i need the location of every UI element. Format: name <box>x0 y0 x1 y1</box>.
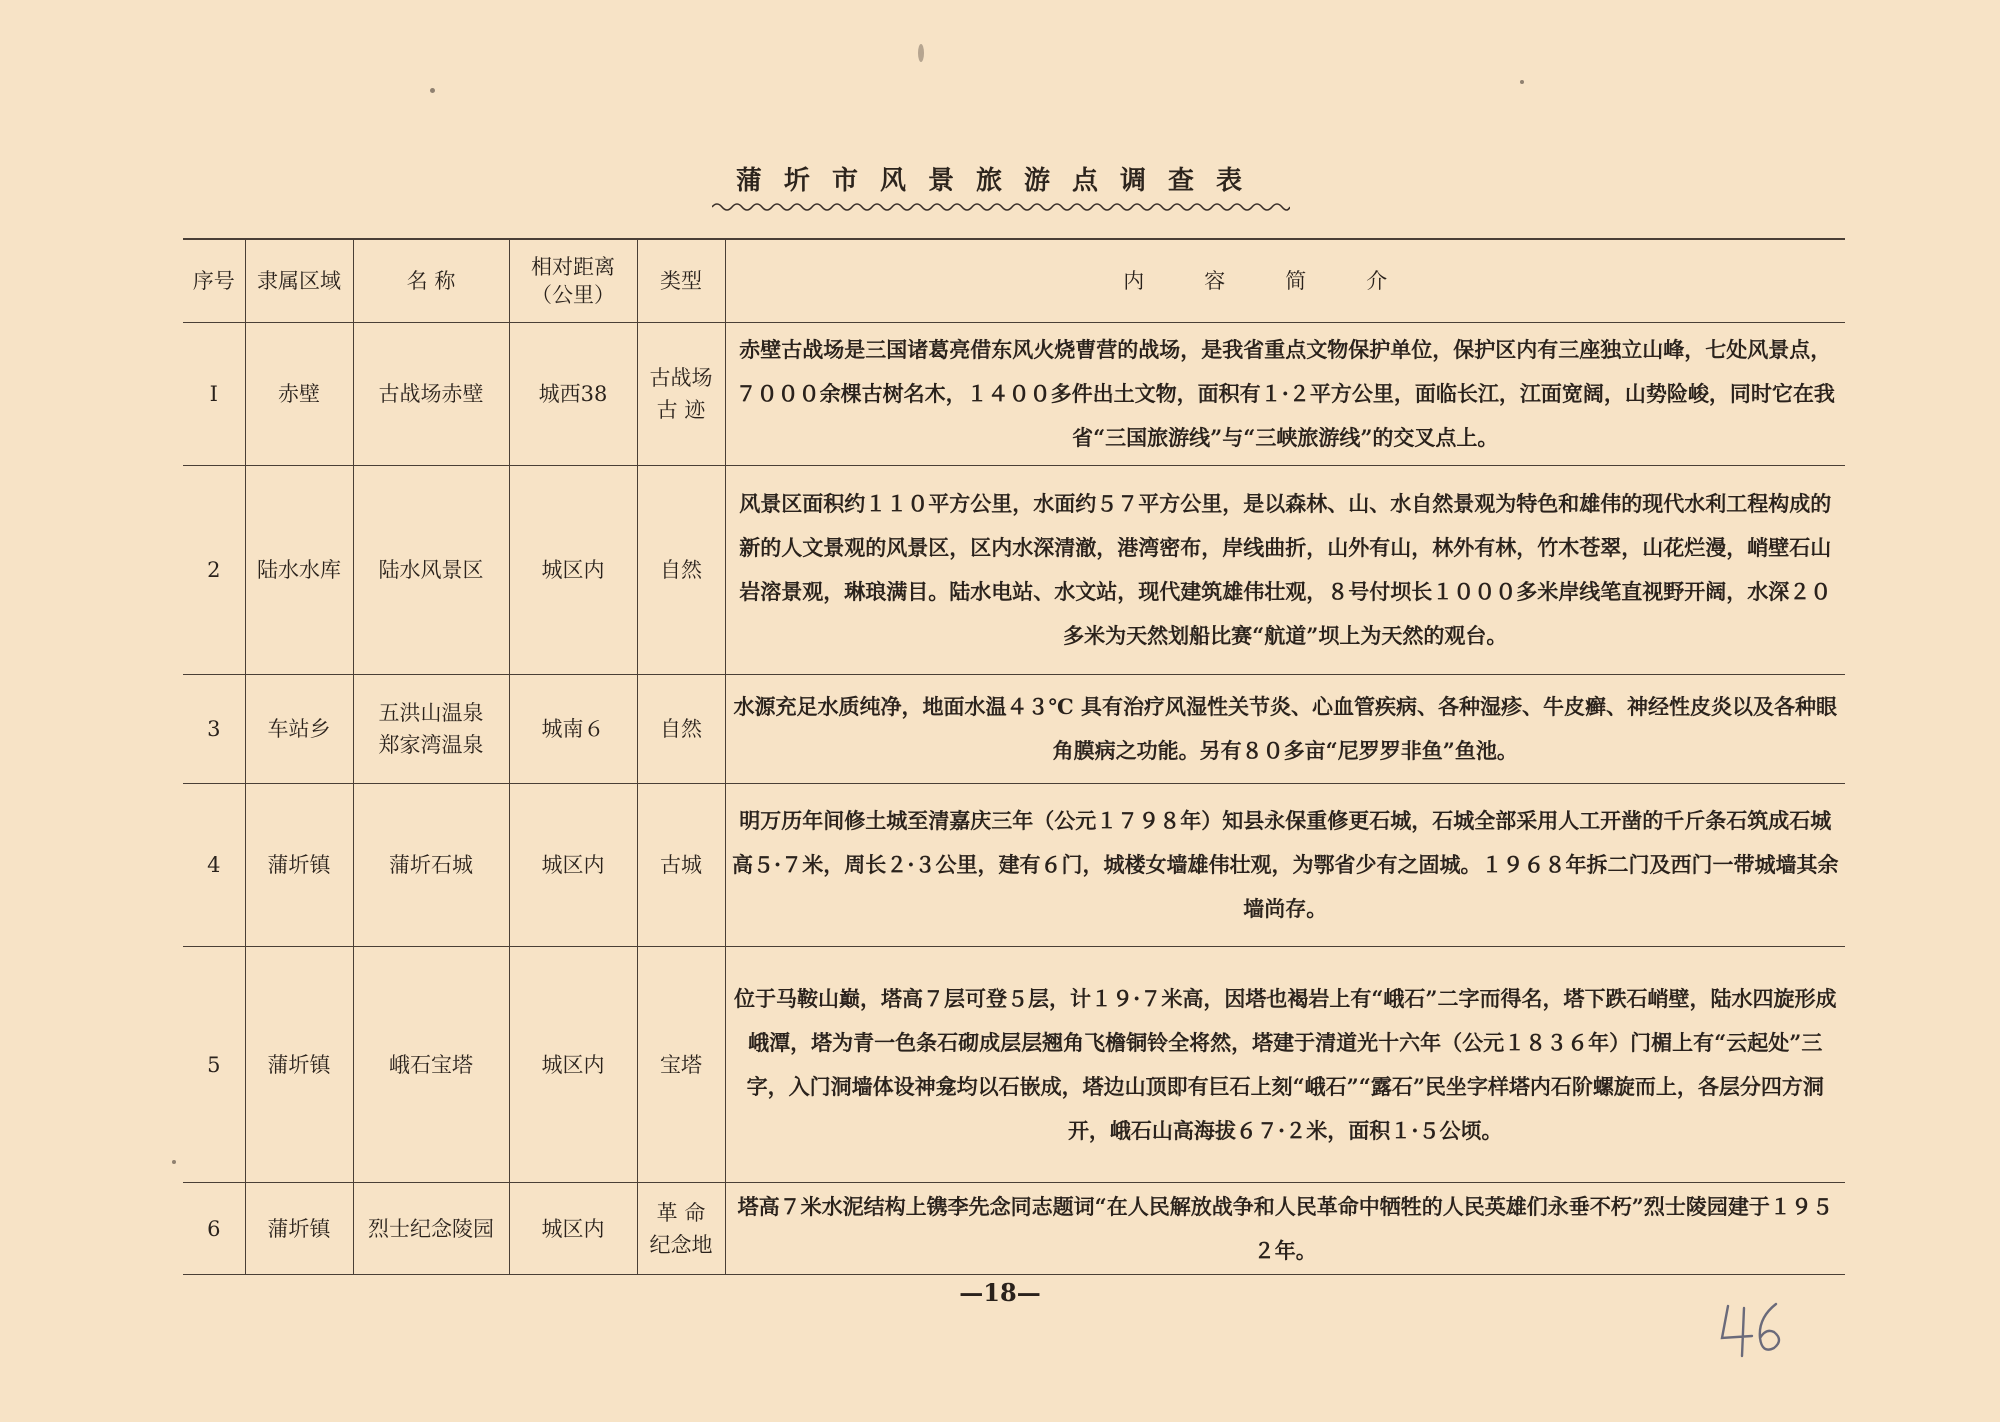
row-index: 2 <box>183 466 245 675</box>
row-distance: 城区内 <box>509 466 637 675</box>
title-wavy-underline <box>712 200 1290 214</box>
page-number: —18— <box>959 1278 1041 1307</box>
handwritten-page-mark <box>1718 1298 1788 1360</box>
row-distance: 城南６ <box>509 675 637 784</box>
survey-table-container <box>183 238 1845 1275</box>
row-district: 蒲圻镇 <box>245 947 353 1183</box>
row-description: 水源充足水质纯净，地面水温４３℃ 具有治疗风湿性关节炎、心血管疾病、各种湿疹、牛皮癣、神经性皮炎以及各种眼角膜病之功能。另有８０多亩“尼罗罗非鱼”鱼池。 <box>725 675 1845 784</box>
row-name: 峨石宝塔 <box>353 947 509 1183</box>
row-district: 车站乡 <box>245 675 353 784</box>
row-name: 古战场赤壁 <box>353 323 509 466</box>
row-index: 6 <box>183 1183 245 1275</box>
row-name: 五洪山温泉 郑家湾温泉 <box>353 675 509 784</box>
row-distance: 城区内 <box>509 784 637 947</box>
table-row <box>183 784 1845 947</box>
row-index: 4 <box>183 784 245 947</box>
table-row <box>183 947 1845 1183</box>
row-type: 自然 <box>637 466 725 675</box>
paper-speck <box>430 88 435 93</box>
row-district: 蒲圻镇 <box>245 1183 353 1275</box>
row-type: 革 命 纪念地 <box>637 1183 725 1275</box>
row-type: 自然 <box>637 675 725 784</box>
row-name: 陆水风景区 <box>353 466 509 675</box>
row-type: 古城 <box>637 784 725 947</box>
row-distance: 城西38 <box>509 323 637 466</box>
header-name: 名 称 <box>353 239 509 323</box>
row-distance: 城区内 <box>509 947 637 1183</box>
row-district: 蒲圻镇 <box>245 784 353 947</box>
table-row <box>183 675 1845 784</box>
table-header-row <box>183 239 1845 323</box>
row-description: 塔高７米水泥结构上镌李先念同志题词“在人民解放战争和人民革命中牺牲的人民英雄们永垂不朽”烈士陵园建于１９５２年。 <box>725 1183 1845 1275</box>
header-description: 内容简介 <box>725 239 1845 323</box>
row-description: 明万历年间修土城至清嘉庆三年（公元１７９８年）知县永保重修更石城，石城全部采用人工开凿的千斤条石筑成石城高５·７米，周长２·３公里，建有６门，城楼女墙雄伟壮观，为鄂省少有之固城。１９６８年拆二门及西门一带城墙其余墙尚存。 <box>725 784 1845 947</box>
row-index: I <box>183 323 245 466</box>
paper-speck <box>918 44 924 62</box>
header-distance: 相对距离 （公里） <box>509 239 637 323</box>
survey-table <box>183 238 1845 1275</box>
row-type: 古战场 古 迹 <box>637 323 725 466</box>
row-index: 5 <box>183 947 245 1183</box>
table-row <box>183 323 1845 466</box>
row-district: 陆水水库 <box>245 466 353 675</box>
header-district: 隶属区域 <box>245 239 353 323</box>
row-distance: 城区内 <box>509 1183 637 1275</box>
row-name: 蒲圻石城 <box>353 784 509 947</box>
row-description: 位于马鞍山巅，塔高７层可登５层，计１９·７米高，因塔也褐岩上有“峨石”二字而得名，塔下跌石峭壁，陆水四旋形成峨潭，塔为青一色条石砌成层层翘角飞檐铜铃全将然，塔建于清道光十六年（公元１８３６年）门楣上有“云起处”三字，入门洞墙体设神龛均以石嵌成，塔边山顶即有巨石上刻“峨石”“露石”民坐字样塔内石阶螺旋而上，各层分四方洞开，峨石山高海拔６７·２米，面积１·５公顷。 <box>725 947 1845 1183</box>
header-type: 类型 <box>637 239 725 323</box>
paper-speck <box>172 1160 176 1164</box>
row-description: 赤壁古战场是三国诸葛亮借东风火烧曹营的战场，是我省重点文物保护单位，保护区内有三座独立山峰，七处风景点，７０００余棵古树名木，１４００多件出土文物，面积有１·２平方公里，面临长江，江面宽阔，山势险峻，同时它在我省“三国旅游线”与“三峡旅游线”的交叉点上。 <box>725 323 1845 466</box>
row-index: 3 <box>183 675 245 784</box>
row-type: 宝塔 <box>637 947 725 1183</box>
document-title: 蒲圻市风景旅游点调查表 <box>735 166 1264 196</box>
row-district: 赤壁 <box>245 323 353 466</box>
table-row <box>183 1183 1845 1275</box>
header-index: 序号 <box>183 239 245 323</box>
row-name: 烈士纪念陵园 <box>353 1183 509 1275</box>
paper-speck <box>1520 80 1524 84</box>
table-row <box>183 466 1845 675</box>
row-description: 风景区面积约１１０平方公里，水面约５７平方公里，是以森林、山、水自然景观为特色和雄伟的现代水利工程构成的新的人文景观的风景区，区内水深清澈，港湾密布，岸线曲折，山外有山，林外有林，竹木苍翠，山花烂漫，峭壁石山岩溶景观，琳琅满目。陆水电站、水文站，现代建筑雄伟壮观，８号付坝长１０００多米岸线笔直视野开阔，水深２０多米为天然划船比赛“航道”坝上为天然的观台。 <box>725 466 1845 675</box>
